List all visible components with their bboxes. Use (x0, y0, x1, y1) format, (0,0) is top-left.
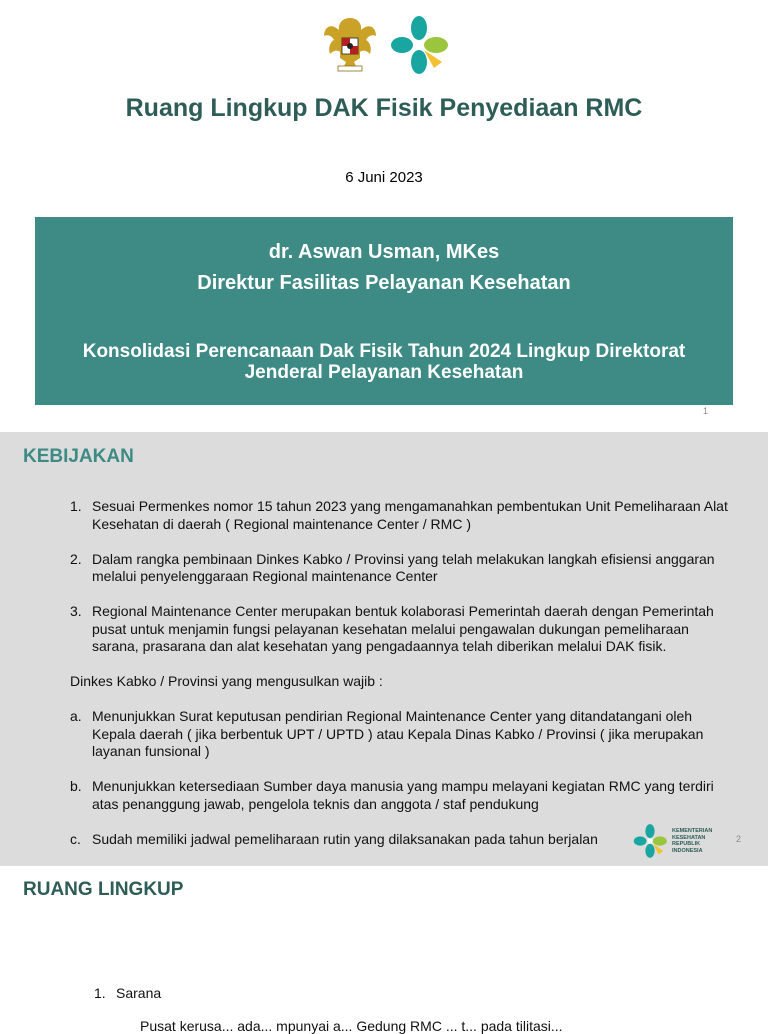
event-title-line-2: Jenderal Pelayanan Kesehatan (244, 362, 524, 383)
event-title-line-1: Konsolidasi Perencanaan Dak Fisik Tahun 2024 Lingkup Direktorat (82, 341, 686, 362)
header-logos (322, 14, 450, 76)
item-number: 3. (70, 603, 82, 619)
item-letter: c. (70, 830, 81, 847)
list-item (70, 778, 735, 813)
footer-logo-text (672, 828, 712, 854)
slide-1 (0, 0, 768, 432)
item-text: Sesuai Permenkes nomor 15 tahun 2023 yang mengamanahkan pembentukan Unit Pemeliharaan Alat Kesehatan di daerah ( Regional maintenance Center / RMC ) (92, 498, 728, 532)
garuda-emblem-icon (322, 14, 378, 74)
page-number: 1 (703, 406, 709, 416)
item-text: Menunjukkan ketersediaan Sumber daya manusia yang mampu melayani kegiatan RMC yang terdiri atas penanggung jawab, pengelola teknis dan anggota / staf pendukung (92, 778, 714, 812)
section-heading-kebijakan: KEBIJAKAN (23, 446, 134, 467)
item-text: Sarana (116, 985, 162, 1001)
slide-title: Ruang Lingkup DAK Fisik Penyediaan RMC (125, 94, 643, 122)
item-number: 1. (70, 498, 82, 514)
list-item (70, 603, 735, 656)
footer-logo-line: REPUBLIK (672, 841, 701, 847)
speaker-role: Direktur Fasilitas Pelayanan Kesehatan (197, 272, 571, 294)
speaker-banner (35, 217, 733, 405)
event-title (35, 341, 733, 383)
section-heading-ruang-lingkup: RUANG LINGKUP (23, 879, 184, 900)
item-text: Menunjukkan Surat keputusan pendirian Regional Maintenance Center yang ditandatangani oleh Kepala daerah ( jika berbentuk UPT / UPTD ) atau Kepala Dinas Kabko / Provinsi ( jika merupakan layanan funsional ) (92, 708, 704, 759)
policy-list (70, 498, 735, 848)
cut-off-text: Pusat kerusa... ada... mpunyai a... Gedung RMC ... t... pada tilitasi... (140, 1018, 563, 1034)
item-number: 1. (94, 985, 106, 1001)
item-number: 2. (70, 550, 82, 567)
footer-kemenkes-logo (632, 822, 732, 862)
list-item (70, 551, 735, 586)
item-text: Dalam rangka pembinaan Dinkes Kabko / Provinsi yang telah melakukan langkah efisiensi anggaran melalui penyelenggaraan Regional maintenance Center (92, 550, 715, 584)
item-letter: a. (70, 708, 82, 724)
footer-logo-line: KEMENTERIAN (672, 828, 713, 834)
list-item (94, 985, 161, 1001)
presentation-date: 6 Juni 2023 (345, 169, 423, 186)
item-text: Regional Maintenance Center merupakan bentuk kolaborasi Pemerintah daerah dengan Pemerintah pusat untuk menjamin fungsi pelayanan kesehatan melalui pengawalan dukungan pemeliharaan sarana, prasarana dan alat kesehatan yang pengadaannya telah diberikan melalui DAK fisik. (92, 603, 714, 654)
speaker-name: dr. Aswan Usman, MKes (268, 241, 500, 263)
item-letter: b. (70, 778, 82, 794)
kemenkes-logo-icon (632, 822, 668, 860)
list-item (70, 498, 735, 533)
list-item (70, 708, 735, 761)
item-text: Sudah memiliki jadwal pemeliharaan rutin yang dilaksanakan pada tahun berjalan (92, 830, 598, 847)
footer-logo-line: KESEHATAN (672, 834, 706, 841)
footer-logo-line: INDONESIA (672, 847, 703, 854)
kemenkes-logo-icon (388, 14, 450, 76)
requirements-intro: Dinkes Kabko / Provinsi yang mengusulkan wajib : (70, 673, 383, 689)
page-number: 2 (736, 834, 742, 844)
